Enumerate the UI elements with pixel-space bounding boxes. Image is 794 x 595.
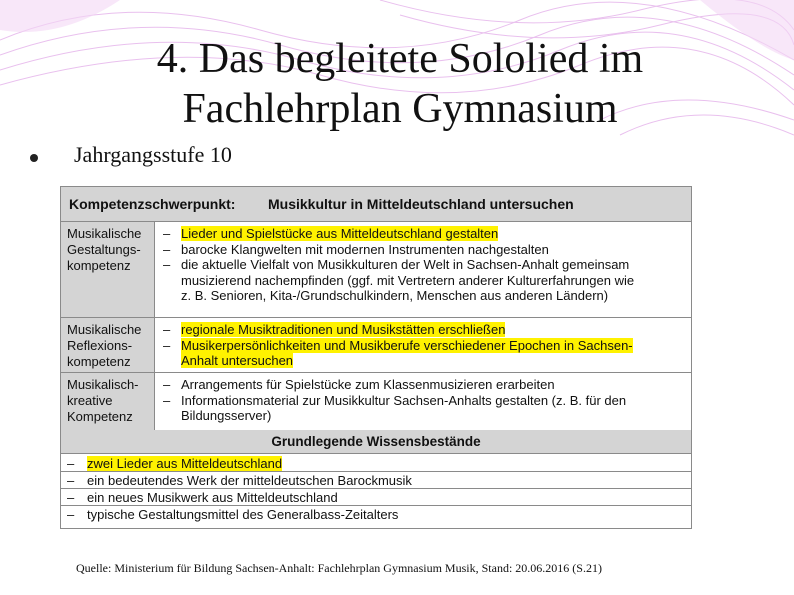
dash-marker: –	[67, 507, 75, 522]
competency-item-text: Lieder und Spielstücke aus Mitteldeutschland gestalten	[181, 226, 499, 241]
competency-items	[157, 226, 687, 304]
knowledge-item	[61, 455, 691, 472]
competency-section	[61, 318, 691, 373]
title-line-2: Fachlehrplan Gymnasium	[182, 86, 618, 132]
competency-label-line: Musikalische	[67, 322, 142, 337]
competency-label	[61, 373, 155, 430]
table-header	[61, 187, 691, 222]
dash-marker: –	[163, 337, 171, 353]
knowledge-item-text: ein bedeutendes Werk der mitteldeutschen Barockmusik	[87, 473, 412, 488]
competency-label-line: kompetenz	[67, 258, 131, 273]
dash-marker: –	[67, 490, 75, 505]
knowledge-item-text: typische Gestaltungsmittel des Generalbass-Zeitalters	[87, 507, 399, 522]
curriculum-table	[60, 186, 692, 529]
header-label: Kompetenzschwerpunkt:	[69, 196, 236, 212]
competency-item-text: regionale Musiktraditionen und Musikstätten erschließen	[181, 322, 506, 337]
competency-item	[157, 338, 687, 369]
competency-item	[157, 242, 687, 258]
bullet-dot-icon	[30, 154, 38, 162]
slide-title	[60, 34, 740, 134]
bullet-text: Jahrgangsstufe 10	[74, 142, 232, 167]
dash-marker: –	[163, 241, 171, 257]
competency-item-text: die aktuelle Vielfalt von Musikkulturen der Welt in Sachsen-Anhalt gemeinsam	[181, 257, 630, 272]
knowledge-item-text: ein neues Musikwerk aus Mitteldeutschland	[87, 490, 338, 505]
competency-label	[61, 318, 155, 372]
header-value: Musikkultur in Mitteldeutschland untersuchen	[268, 196, 574, 212]
competency-item	[157, 226, 687, 242]
knowledge-list	[61, 455, 691, 523]
knowledge-item	[61, 489, 691, 506]
competency-item-text: Arrangements für Spielstücke zum Klassenmusizieren erarbeiten	[181, 377, 555, 392]
competency-items	[157, 322, 687, 369]
competency-label-line: Kompetenz	[67, 409, 133, 424]
competency-label-line: Musikalisch-	[67, 377, 139, 392]
competency-item-text: barocke Klangwelten mit modernen Instrumenten nachgestalten	[181, 241, 549, 257]
competency-item-text: z. B. Senioren, Kita-/Grundschulkindern, Menschen aus anderen Ländern)	[181, 288, 609, 303]
competency-item	[157, 322, 687, 338]
competency-item	[157, 257, 687, 304]
knowledge-item-text: zwei Lieder aus Mitteldeutschland	[87, 456, 283, 471]
competency-label-line: kreative	[67, 393, 113, 408]
title-line-1: 4. Das begleitete Sololied im	[156, 36, 644, 82]
competency-item	[157, 377, 687, 393]
competency-label-line: kompetenz	[67, 354, 131, 369]
dash-marker: –	[163, 392, 171, 408]
competency-item-text: Informationsmaterial zur Musikkultur Sachsen-Anhalts gestalten (z. B. für den	[181, 392, 627, 408]
competency-item-text: musizierend nachempfinden (ggf. mit Vertretern anderer Kulturerfahrungen wie	[181, 272, 635, 288]
competency-item-text: Musikerpersönlichkeiten und Musikberufe verschiedener Epochen in Sachsen-	[181, 337, 633, 353]
dash-marker: –	[163, 377, 171, 392]
competency-items	[157, 377, 687, 424]
competency-label	[61, 222, 155, 317]
competency-section	[61, 222, 691, 318]
source-citation: Quelle: Ministerium für Bildung Sachsen-Anhalt: Fachlehrplan Gymnasium Musik, Stand: 20.06.2016 (S.21)	[76, 561, 602, 575]
competency-label-line: Musikalische	[67, 226, 142, 241]
dash-marker: –	[67, 456, 75, 471]
competency-item-text: Bildungsserver)	[181, 408, 272, 423]
competency-item-text: Anhalt untersuchen	[181, 353, 294, 368]
competency-section	[61, 373, 691, 431]
competency-label-line: Gestaltungs-	[67, 242, 141, 257]
dash-marker: –	[163, 257, 171, 272]
knowledge-item	[61, 506, 691, 523]
knowledge-header: Grundlegende Wissensbestände	[61, 430, 691, 454]
competency-label-line: Reflexions-	[67, 338, 133, 353]
dash-marker: –	[163, 226, 171, 241]
dash-marker: –	[67, 473, 75, 488]
competency-item	[157, 393, 687, 424]
knowledge-item	[61, 472, 691, 489]
dash-marker: –	[163, 322, 171, 337]
